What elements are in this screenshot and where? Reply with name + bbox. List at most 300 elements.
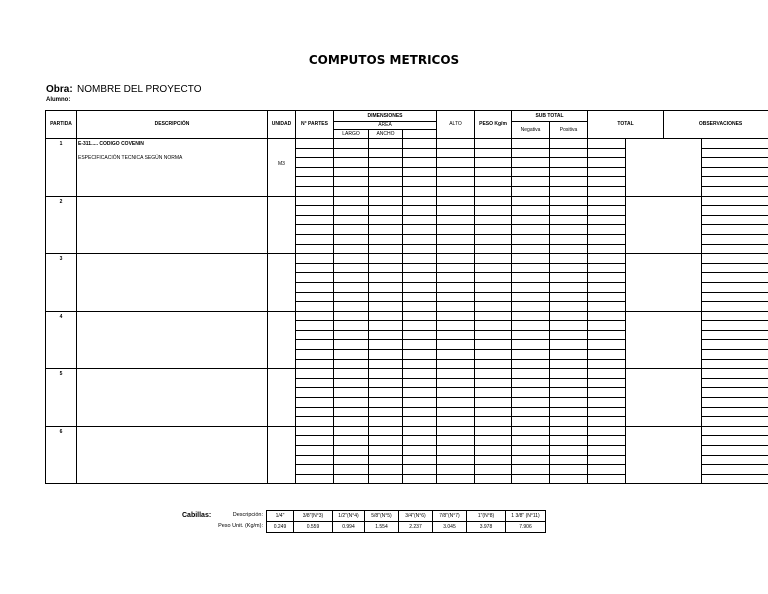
data-cell[interactable] (475, 378, 512, 388)
data-cell[interactable] (369, 186, 403, 196)
data-cell[interactable] (588, 167, 626, 177)
data-cell[interactable] (512, 263, 550, 273)
data-cell[interactable] (475, 407, 512, 417)
data-cell[interactable] (550, 292, 588, 302)
data-cell[interactable] (334, 215, 369, 225)
data-cell[interactable] (550, 417, 588, 427)
data-cell[interactable] (369, 234, 403, 244)
data-cell[interactable] (475, 225, 512, 235)
data-cell[interactable] (475, 436, 512, 446)
data-cell[interactable] (437, 446, 475, 456)
data-cell[interactable] (512, 474, 550, 484)
data-cell[interactable] (334, 417, 369, 427)
observaciones-cell[interactable] (702, 426, 768, 436)
observaciones-cell[interactable] (702, 177, 768, 187)
data-cell[interactable] (334, 167, 369, 177)
data-cell[interactable] (437, 167, 475, 177)
data-cell[interactable] (369, 340, 403, 350)
data-cell[interactable] (437, 465, 475, 475)
data-cell[interactable] (437, 148, 475, 158)
data-cell[interactable] (369, 244, 403, 254)
data-cell[interactable] (588, 455, 626, 465)
data-cell[interactable] (334, 273, 369, 283)
data-cell[interactable] (512, 426, 550, 436)
data-cell[interactable] (437, 417, 475, 427)
data-cell[interactable] (296, 369, 334, 379)
data-cell[interactable] (334, 139, 369, 149)
data-cell[interactable] (437, 398, 475, 408)
data-cell[interactable] (550, 215, 588, 225)
data-cell[interactable] (296, 426, 334, 436)
data-cell[interactable] (475, 148, 512, 158)
data-cell[interactable] (588, 273, 626, 283)
data-cell[interactable] (588, 234, 626, 244)
partida-unit[interactable] (268, 196, 296, 254)
data-cell[interactable] (334, 398, 369, 408)
data-cell[interactable] (437, 254, 475, 264)
data-cell[interactable] (550, 426, 588, 436)
data-cell[interactable] (437, 369, 475, 379)
data-cell[interactable] (512, 417, 550, 427)
data-cell[interactable] (512, 254, 550, 264)
data-cell[interactable] (512, 446, 550, 456)
observaciones-cell[interactable] (702, 359, 768, 369)
data-cell[interactable] (369, 177, 403, 187)
partida-description[interactable] (77, 311, 268, 369)
data-cell[interactable] (512, 340, 550, 350)
data-cell[interactable] (550, 254, 588, 264)
data-cell[interactable] (588, 215, 626, 225)
data-cell[interactable] (475, 282, 512, 292)
data-cell[interactable] (550, 234, 588, 244)
data-cell[interactable] (437, 350, 475, 360)
data-cell[interactable] (588, 340, 626, 350)
data-cell[interactable] (588, 378, 626, 388)
data-cell[interactable] (550, 436, 588, 446)
data-cell[interactable] (512, 234, 550, 244)
observaciones-cell[interactable] (702, 167, 768, 177)
data-cell[interactable] (296, 139, 334, 149)
partida-number[interactable]: 1 (46, 139, 77, 197)
data-cell[interactable] (512, 167, 550, 177)
partida-description[interactable] (77, 139, 268, 197)
data-cell[interactable] (403, 407, 437, 417)
data-cell[interactable] (296, 206, 334, 216)
data-cell[interactable] (588, 263, 626, 273)
data-cell[interactable] (296, 398, 334, 408)
data-cell[interactable] (437, 378, 475, 388)
data-cell[interactable] (369, 359, 403, 369)
data-cell[interactable] (403, 436, 437, 446)
data-cell[interactable] (369, 417, 403, 427)
observaciones-cell[interactable] (702, 321, 768, 331)
data-cell[interactable] (334, 340, 369, 350)
data-cell[interactable] (550, 282, 588, 292)
data-cell[interactable] (403, 139, 437, 149)
data-cell[interactable] (369, 282, 403, 292)
data-cell[interactable] (550, 388, 588, 398)
total-cell[interactable] (626, 426, 702, 484)
data-cell[interactable] (296, 148, 334, 158)
data-cell[interactable] (475, 359, 512, 369)
data-cell[interactable] (512, 465, 550, 475)
data-cell[interactable] (512, 311, 550, 321)
data-cell[interactable] (588, 292, 626, 302)
data-cell[interactable] (403, 446, 437, 456)
data-cell[interactable] (403, 206, 437, 216)
data-cell[interactable] (334, 474, 369, 484)
data-cell[interactable] (334, 196, 369, 206)
data-cell[interactable] (550, 369, 588, 379)
data-cell[interactable] (512, 158, 550, 168)
data-cell[interactable] (334, 407, 369, 417)
data-cell[interactable] (369, 474, 403, 484)
data-cell[interactable] (550, 311, 588, 321)
data-cell[interactable] (403, 474, 437, 484)
data-cell[interactable] (475, 350, 512, 360)
data-cell[interactable] (334, 282, 369, 292)
data-cell[interactable] (475, 215, 512, 225)
data-cell[interactable] (403, 148, 437, 158)
data-cell[interactable] (588, 148, 626, 158)
data-cell[interactable] (512, 139, 550, 149)
data-cell[interactable] (550, 177, 588, 187)
data-cell[interactable] (296, 378, 334, 388)
partida-description[interactable] (77, 254, 268, 312)
data-cell[interactable] (369, 139, 403, 149)
data-cell[interactable] (403, 273, 437, 283)
data-cell[interactable] (475, 465, 512, 475)
data-cell[interactable] (550, 446, 588, 456)
data-cell[interactable] (475, 167, 512, 177)
data-cell[interactable] (475, 311, 512, 321)
data-cell[interactable] (403, 311, 437, 321)
data-cell[interactable] (296, 167, 334, 177)
data-cell[interactable] (588, 225, 626, 235)
data-cell[interactable] (475, 273, 512, 283)
data-cell[interactable] (296, 186, 334, 196)
data-cell[interactable] (588, 282, 626, 292)
data-cell[interactable] (588, 417, 626, 427)
data-cell[interactable] (334, 321, 369, 331)
observaciones-cell[interactable] (702, 186, 768, 196)
data-cell[interactable] (588, 177, 626, 187)
data-cell[interactable] (403, 225, 437, 235)
observaciones-cell[interactable] (702, 234, 768, 244)
data-cell[interactable] (296, 446, 334, 456)
data-cell[interactable] (403, 330, 437, 340)
data-cell[interactable] (475, 417, 512, 427)
data-cell[interactable] (588, 407, 626, 417)
observaciones-cell[interactable] (702, 302, 768, 312)
data-cell[interactable] (334, 455, 369, 465)
data-cell[interactable] (403, 215, 437, 225)
data-cell[interactable] (296, 234, 334, 244)
data-cell[interactable] (369, 388, 403, 398)
data-cell[interactable] (437, 139, 475, 149)
data-cell[interactable] (403, 196, 437, 206)
observaciones-cell[interactable] (702, 225, 768, 235)
data-cell[interactable] (369, 196, 403, 206)
data-cell[interactable] (588, 206, 626, 216)
data-cell[interactable] (296, 350, 334, 360)
data-cell[interactable] (437, 292, 475, 302)
data-cell[interactable] (369, 398, 403, 408)
data-cell[interactable] (369, 426, 403, 436)
partida-number[interactable]: 5 (46, 369, 77, 427)
data-cell[interactable] (296, 292, 334, 302)
data-cell[interactable] (437, 206, 475, 216)
data-cell[interactable] (475, 196, 512, 206)
data-cell[interactable] (550, 398, 588, 408)
data-cell[interactable] (475, 426, 512, 436)
observaciones-cell[interactable] (702, 455, 768, 465)
data-cell[interactable] (437, 186, 475, 196)
data-cell[interactable] (475, 234, 512, 244)
data-cell[interactable] (550, 186, 588, 196)
data-cell[interactable] (334, 206, 369, 216)
partida-unit[interactable]: M3 (268, 139, 296, 197)
partida-unit[interactable] (268, 254, 296, 312)
data-cell[interactable] (334, 234, 369, 244)
data-cell[interactable] (475, 330, 512, 340)
data-cell[interactable] (550, 321, 588, 331)
observaciones-cell[interactable] (702, 446, 768, 456)
partida-number[interactable]: 3 (46, 254, 77, 312)
data-cell[interactable] (403, 417, 437, 427)
data-cell[interactable] (334, 330, 369, 340)
data-cell[interactable] (296, 474, 334, 484)
total-cell[interactable] (626, 311, 702, 369)
data-cell[interactable] (512, 177, 550, 187)
data-cell[interactable] (475, 186, 512, 196)
data-cell[interactable] (588, 388, 626, 398)
data-cell[interactable] (334, 177, 369, 187)
data-cell[interactable] (369, 263, 403, 273)
data-cell[interactable] (369, 273, 403, 283)
data-cell[interactable] (437, 196, 475, 206)
data-cell[interactable] (550, 350, 588, 360)
data-cell[interactable] (296, 215, 334, 225)
data-cell[interactable] (512, 302, 550, 312)
data-cell[interactable] (588, 474, 626, 484)
data-cell[interactable] (437, 311, 475, 321)
data-cell[interactable] (550, 158, 588, 168)
observaciones-cell[interactable] (702, 282, 768, 292)
data-cell[interactable] (550, 263, 588, 273)
observaciones-cell[interactable] (702, 215, 768, 225)
data-cell[interactable] (550, 196, 588, 206)
data-cell[interactable] (369, 330, 403, 340)
data-cell[interactable] (512, 359, 550, 369)
data-cell[interactable] (334, 426, 369, 436)
data-cell[interactable] (296, 263, 334, 273)
data-cell[interactable] (437, 321, 475, 331)
data-cell[interactable] (437, 234, 475, 244)
observaciones-cell[interactable] (702, 350, 768, 360)
total-cell[interactable] (626, 254, 702, 312)
data-cell[interactable] (512, 350, 550, 360)
data-cell[interactable] (550, 139, 588, 149)
data-cell[interactable] (369, 254, 403, 264)
observaciones-cell[interactable] (702, 311, 768, 321)
data-cell[interactable] (369, 455, 403, 465)
data-cell[interactable] (403, 234, 437, 244)
data-cell[interactable] (588, 369, 626, 379)
data-cell[interactable] (296, 302, 334, 312)
data-cell[interactable] (369, 407, 403, 417)
data-cell[interactable] (437, 244, 475, 254)
data-cell[interactable] (403, 369, 437, 379)
data-cell[interactable] (369, 378, 403, 388)
data-cell[interactable] (369, 167, 403, 177)
data-cell[interactable] (369, 292, 403, 302)
data-cell[interactable] (334, 350, 369, 360)
observaciones-cell[interactable] (702, 139, 768, 149)
data-cell[interactable] (296, 225, 334, 235)
data-cell[interactable] (403, 426, 437, 436)
data-cell[interactable] (369, 302, 403, 312)
observaciones-cell[interactable] (702, 378, 768, 388)
data-cell[interactable] (512, 407, 550, 417)
data-cell[interactable] (512, 398, 550, 408)
data-cell[interactable] (403, 388, 437, 398)
data-cell[interactable] (296, 254, 334, 264)
observaciones-cell[interactable] (702, 196, 768, 206)
data-cell[interactable] (334, 148, 369, 158)
observaciones-cell[interactable] (702, 474, 768, 484)
data-cell[interactable] (437, 474, 475, 484)
data-cell[interactable] (512, 436, 550, 446)
data-cell[interactable] (475, 474, 512, 484)
data-cell[interactable] (369, 311, 403, 321)
data-cell[interactable] (512, 244, 550, 254)
data-cell[interactable] (296, 417, 334, 427)
data-cell[interactable] (334, 263, 369, 273)
data-cell[interactable] (296, 340, 334, 350)
observaciones-cell[interactable] (702, 436, 768, 446)
data-cell[interactable] (296, 455, 334, 465)
data-cell[interactable] (512, 388, 550, 398)
data-cell[interactable] (588, 465, 626, 475)
data-cell[interactable] (475, 398, 512, 408)
data-cell[interactable] (550, 206, 588, 216)
partida-description[interactable] (77, 196, 268, 254)
data-cell[interactable] (475, 321, 512, 331)
data-cell[interactable] (512, 369, 550, 379)
partida-number[interactable]: 4 (46, 311, 77, 369)
data-cell[interactable] (369, 369, 403, 379)
partida-unit[interactable] (268, 369, 296, 427)
data-cell[interactable] (475, 139, 512, 149)
data-cell[interactable] (475, 158, 512, 168)
data-cell[interactable] (512, 225, 550, 235)
data-cell[interactable] (334, 302, 369, 312)
data-cell[interactable] (296, 407, 334, 417)
data-cell[interactable] (296, 282, 334, 292)
data-cell[interactable] (512, 206, 550, 216)
partida-unit[interactable] (268, 311, 296, 369)
data-cell[interactable] (512, 321, 550, 331)
data-cell[interactable] (437, 436, 475, 446)
data-cell[interactable] (550, 465, 588, 475)
data-cell[interactable] (437, 340, 475, 350)
data-cell[interactable] (550, 359, 588, 369)
data-cell[interactable] (334, 254, 369, 264)
observaciones-cell[interactable] (702, 158, 768, 168)
data-cell[interactable] (403, 292, 437, 302)
observaciones-cell[interactable] (702, 273, 768, 283)
data-cell[interactable] (403, 254, 437, 264)
observaciones-cell[interactable] (702, 465, 768, 475)
data-cell[interactable] (588, 446, 626, 456)
data-cell[interactable] (403, 244, 437, 254)
data-cell[interactable] (296, 330, 334, 340)
data-cell[interactable] (437, 426, 475, 436)
data-cell[interactable] (550, 455, 588, 465)
data-cell[interactable] (403, 378, 437, 388)
data-cell[interactable] (334, 311, 369, 321)
data-cell[interactable] (550, 378, 588, 388)
data-cell[interactable] (550, 273, 588, 283)
data-cell[interactable] (296, 158, 334, 168)
data-cell[interactable] (369, 158, 403, 168)
data-cell[interactable] (512, 292, 550, 302)
data-cell[interactable] (369, 215, 403, 225)
partida-description[interactable] (77, 369, 268, 427)
data-cell[interactable] (334, 359, 369, 369)
data-cell[interactable] (334, 436, 369, 446)
data-cell[interactable] (550, 407, 588, 417)
observaciones-cell[interactable] (702, 263, 768, 273)
observaciones-cell[interactable] (702, 388, 768, 398)
observaciones-cell[interactable] (702, 330, 768, 340)
data-cell[interactable] (588, 254, 626, 264)
data-cell[interactable] (550, 474, 588, 484)
data-cell[interactable] (512, 196, 550, 206)
obra-value[interactable]: NOMBRE DEL PROYECTO (77, 84, 202, 95)
data-cell[interactable] (296, 244, 334, 254)
data-cell[interactable] (512, 148, 550, 158)
data-cell[interactable] (296, 321, 334, 331)
data-cell[interactable] (437, 158, 475, 168)
data-cell[interactable] (550, 244, 588, 254)
data-cell[interactable] (512, 455, 550, 465)
data-cell[interactable] (403, 350, 437, 360)
partida-number[interactable]: 2 (46, 196, 77, 254)
data-cell[interactable] (588, 139, 626, 149)
observaciones-cell[interactable] (702, 148, 768, 158)
data-cell[interactable] (437, 282, 475, 292)
data-cell[interactable] (475, 254, 512, 264)
data-cell[interactable] (475, 244, 512, 254)
data-cell[interactable] (437, 273, 475, 283)
data-cell[interactable] (403, 282, 437, 292)
data-cell[interactable] (550, 330, 588, 340)
data-cell[interactable] (437, 215, 475, 225)
data-cell[interactable] (475, 263, 512, 273)
data-cell[interactable] (512, 378, 550, 388)
partida-number[interactable]: 6 (46, 426, 77, 484)
data-cell[interactable] (512, 330, 550, 340)
data-cell[interactable] (475, 340, 512, 350)
data-cell[interactable] (296, 359, 334, 369)
data-cell[interactable] (334, 388, 369, 398)
data-cell[interactable] (403, 177, 437, 187)
data-cell[interactable] (296, 465, 334, 475)
data-cell[interactable] (437, 359, 475, 369)
data-cell[interactable] (550, 340, 588, 350)
